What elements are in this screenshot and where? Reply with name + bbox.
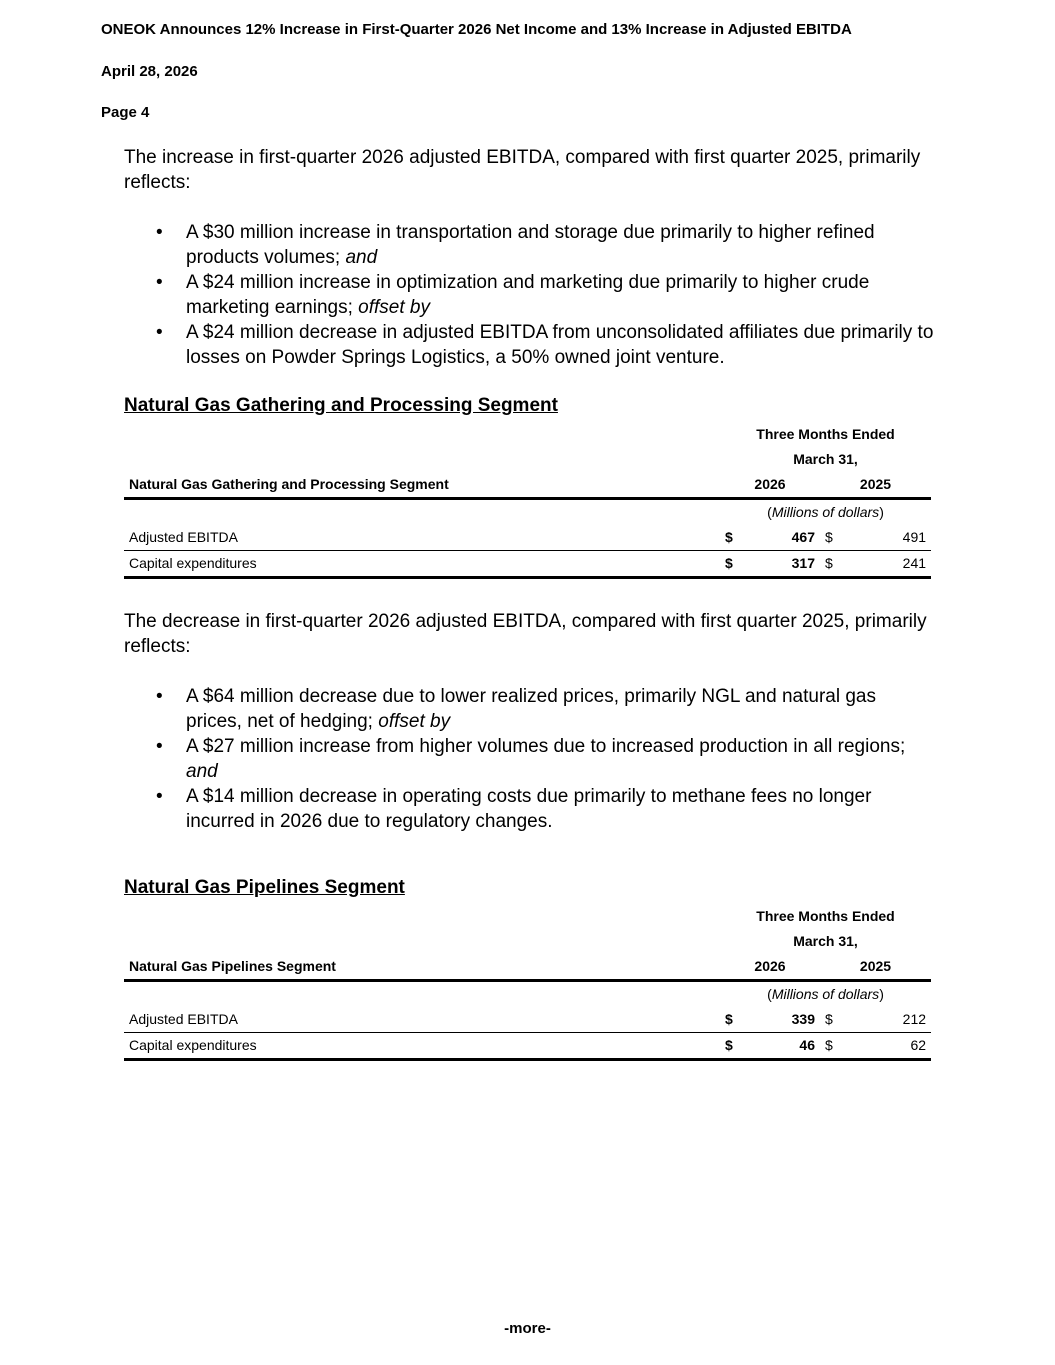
section-pipelines bbox=[124, 875, 934, 1061]
list-item: • A $64 million decrease due to lower realized prices, primarily NGL and natural gas prices, net of hedging; offset by bbox=[156, 686, 876, 732]
table-row: Adjusted EBITDA $ 339 $ 212 bbox=[124, 1007, 931, 1033]
release-title: ONEOK Announces 12% Increase in First-Quarter 2026 Net Income and 13% Increase in Adjusted EBITDA bbox=[101, 21, 852, 38]
table-row: Adjusted EBITDA $ 467 $ 491 bbox=[124, 525, 931, 551]
section-heading: Natural Gas Gathering and Processing Segment bbox=[124, 395, 558, 416]
table-row: Capital expenditures $ 317 $ 241 bbox=[124, 551, 931, 578]
list-item: • A $27 million increase from higher volumes due to increased production in all regions; and bbox=[156, 736, 906, 782]
list-item: • A $24 million increase in optimization and marketing due primarily to higher crude marketing earnings; offset by bbox=[156, 272, 870, 318]
list-item: • A $24 million decrease in adjusted EBITDA from unconsolidated affiliates due primarily to losses on Powder Springs Logistics, a 50% owned joint venture. bbox=[156, 322, 934, 368]
bullet-list bbox=[124, 220, 934, 370]
section-gathering-processing bbox=[124, 393, 934, 834]
paragraph: The decrease in first-quarter 2026 adjusted EBITDA, compared with first quarter 2025, primarily reflects: bbox=[124, 611, 927, 657]
continuation-marker: -more- bbox=[504, 1320, 551, 1337]
release-date: April 28, 2026 bbox=[101, 63, 198, 80]
bullet-list bbox=[124, 684, 934, 834]
paragraph: The increase in first-quarter 2026 adjusted EBITDA, compared with first quarter 2025, primarily reflects: bbox=[124, 147, 921, 193]
segment-table: Three Months Ended March 31, Natural Gas Gathering and Processing Segment 2026 2025 (Millions of dollars) Adjusted EBITDA $ 467 $ 491 Capital expenditures $ 317 $ 241 bbox=[124, 422, 931, 579]
table-row: Capital expenditures $ 46 $ 62 bbox=[124, 1033, 931, 1060]
segment-table: Three Months Ended March 31, Natural Gas Pipelines Segment 2026 2025 (Millions of dollars) Adjusted EBITDA $ 339 $ 212 Capital expenditures $ 46 $ 62 bbox=[124, 904, 931, 1061]
list-item: • A $30 million increase in transportation and storage due primarily to higher refined products volumes; and bbox=[156, 222, 875, 268]
page-number: Page 4 bbox=[101, 104, 150, 121]
section-liquids bbox=[124, 145, 934, 370]
list-item: • A $14 million decrease in operating costs due primarily to methane fees no longer incurred in 2026 due to regulatory changes. bbox=[156, 786, 872, 832]
section-heading: Natural Gas Pipelines Segment bbox=[124, 877, 405, 898]
